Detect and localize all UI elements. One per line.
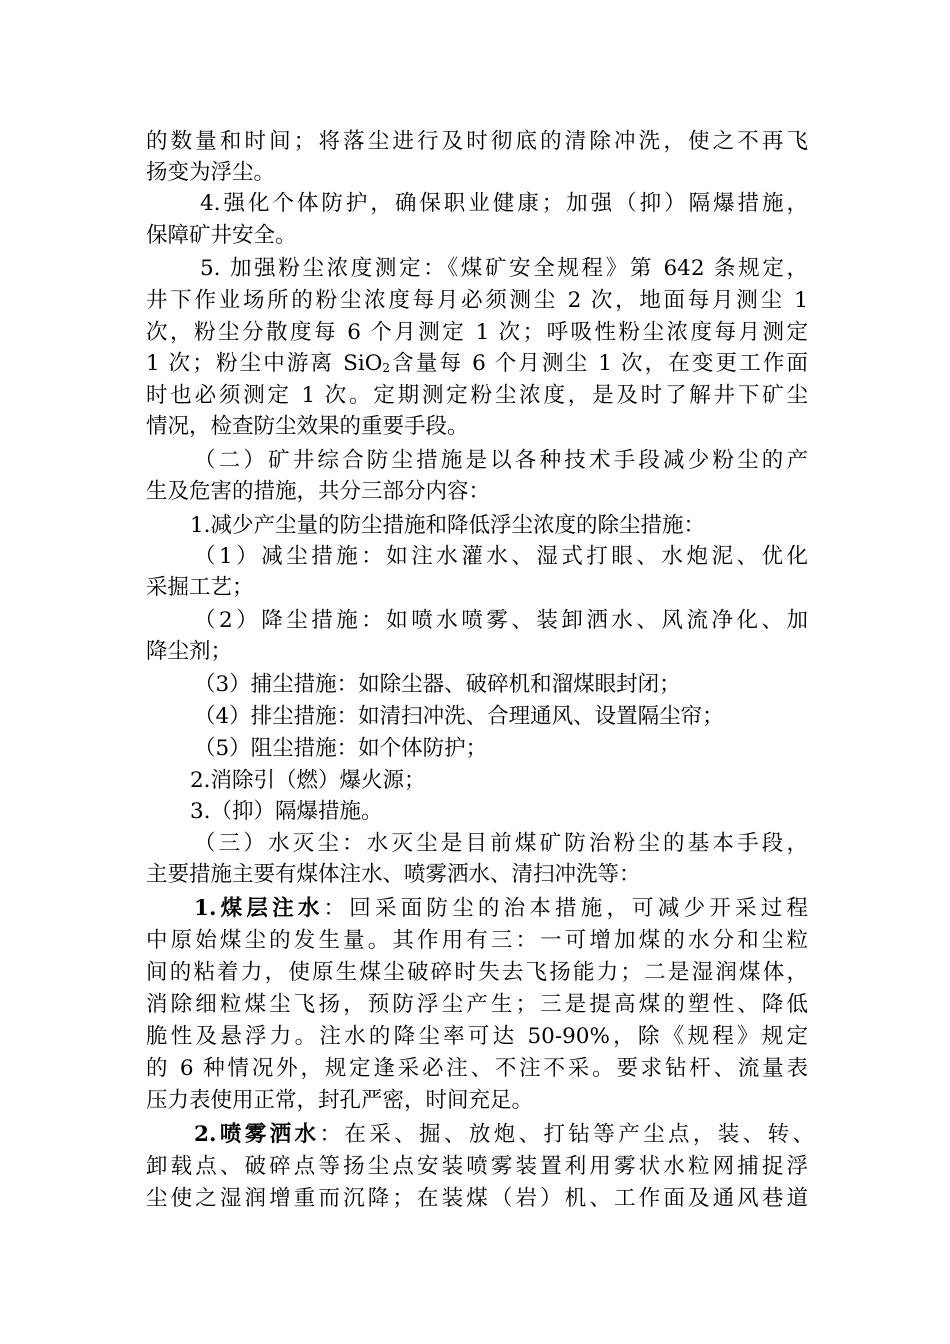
item-title: 1.煤层注水 (194, 896, 324, 921)
text-line: 扬变为浮尘。 (146, 160, 276, 185)
list-item: 5. 加强粉尘浓度测定：《煤矿安全规程》第 642 条规定， (200, 256, 808, 281)
list-item (194, 1120, 814, 1150)
section-heading-3: （三）水灭尘：水灭尘是目前煤矿防治粉尘的基本手段， (194, 831, 808, 856)
text-line: 卸载点、破碎点等扬尘点安装喷雾装置利用雾状水粒网捕捉浮 (146, 1154, 808, 1179)
text-line: 的数量和时间；将落尘进行及时彻底的清除冲洗，使之不再飞 (146, 129, 808, 154)
item-title: 2.喷雾洒水 (194, 1122, 320, 1147)
text-line: 采掘工艺； (146, 575, 254, 600)
text-line: 间的粘着力，使原生煤尘破碎时失去飞扬能力；二是湿润煤体， (146, 960, 808, 985)
list-item: （1）减尘措施：如注水灌水、湿式打眼、水炮泥、优化 (194, 544, 808, 569)
list-item: 4.强化个体防护，确保职业健康；加强（抑）隔爆措施， (200, 191, 808, 216)
text-line: 尘使之湿润增重而沉降；在装煤（岩）机、工作面及通风巷道 (146, 1186, 808, 1211)
text-line: 的 6 种情况外，规定逢采必注、不注不采。要求钻杆、流量表 (146, 1056, 808, 1081)
list-item (194, 894, 808, 924)
list-item: 1.减少产尘量的防尘措施和降低浮尘浓度的除尘措施： (190, 513, 706, 538)
text-line: 次，粉尘分散度每 6 个月测定 1 次；呼吸性粉尘浓度每月测定 (146, 320, 808, 345)
text-line: 生及危害的措施，共分三部分内容： (146, 479, 491, 504)
text-line: 情况，检查防尘效果的重要手段。 (146, 414, 469, 439)
text-line: 中原始煤尘的发生量。其作用有三：一可增加煤的水分和尘粒 (146, 928, 808, 953)
text-line: 消除细粒煤尘飞扬，预防浮尘产生；三是提高煤的塑性、降低 (146, 992, 808, 1017)
text-line: 时也必须测定 1 次。定期测定粉尘浓度，是及时了解井下矿尘 (146, 383, 808, 408)
text-line (146, 349, 808, 379)
text-line: 保障矿井安全。 (146, 223, 297, 248)
text-line: 压力表使用正常，封孔严密，时间充足。 (146, 1088, 534, 1113)
text-line: 主要措施主要有煤体注水、喷雾洒水、清扫冲洗等： (146, 862, 641, 887)
section-heading-2: （二）矿井综合防尘措施是以各种技术手段减少粉尘的产 (194, 448, 808, 473)
list-item: 3.（抑）隔爆措施。 (190, 799, 383, 824)
text-segment: 1 次；粉尘中游离 SiO (146, 351, 383, 376)
text-segment: ：回采面防尘的治本措施，可减少开采过程 (323, 896, 808, 921)
text-line: 井下作业场所的粉尘浓度每月必须测尘 2 次，地面每月测尘 1 (146, 288, 808, 313)
list-item: （3）捕尘措施：如除尘器、破碎机和溜煤眼封闭； (194, 672, 681, 697)
text-line: 脆性及悬浮力。注水的降尘率可达 50-90%，除《规程》规定 (146, 1024, 808, 1049)
list-item: （2）降尘措施：如喷水喷雾、装卸洒水、风流净化、加 (194, 608, 808, 633)
subscript: 2 (382, 361, 391, 375)
text-line: 降尘剂； (146, 639, 233, 664)
list-item: （5）阻尘措施：如个体防护； (194, 736, 488, 761)
text-segment: ：在采、掘、放炮、打钻等产尘点，装、转、 (319, 1122, 814, 1147)
list-item: （4）排尘措施：如清扫冲洗、合理通风、设置隔尘帘； (194, 704, 724, 729)
text-segment: 含量每 6 个月测尘 1 次，在变更工作面 (390, 351, 808, 376)
list-item: 2.消除引（燃）爆火源； (190, 768, 426, 793)
